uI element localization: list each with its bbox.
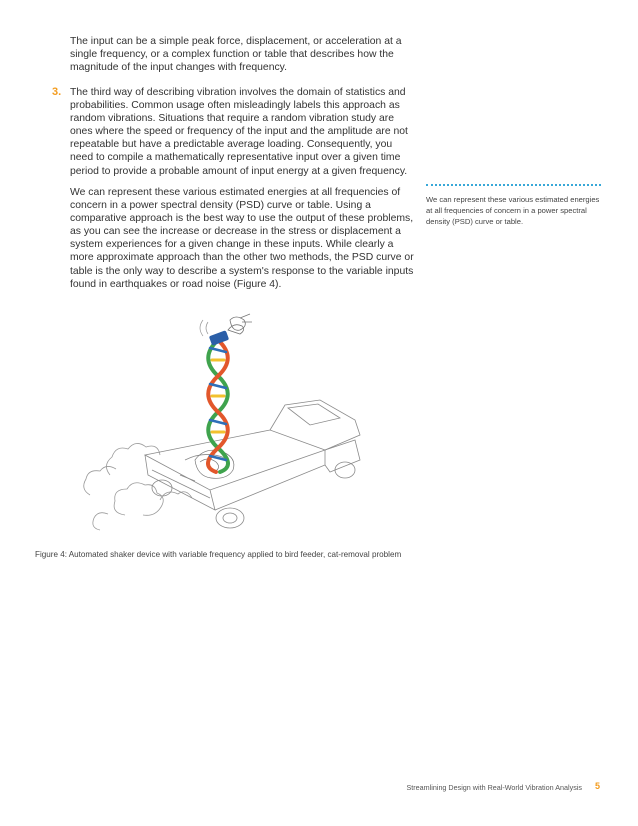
page-number: 5 [595, 781, 601, 791]
truck-shaker-illustration [70, 300, 370, 540]
list-number-3: 3. [52, 86, 62, 98]
dust-cloud-icon [84, 443, 192, 530]
footer-title: Streamlining Design with Real-World Vibration Analysis [406, 783, 582, 792]
paragraph-input-description: The input can be a simple peak force, displacement, or acceleration at a single frequency, or a complex function or table that describes how the magnitude of the input changes with frequency. [70, 36, 402, 74]
figure-4-illustration [70, 300, 370, 540]
paragraph-random-vibration: The third way of describing vibration involves the domain of statistics and probabilities. Common usage often misleadingly labels this approach as random vibrations. Situations that require a random vibration study are ones where the speed or frequency of the input and the amplitude are not repeatable but have a predictable average loading. Consequently, you need to compile a mathematically representative input over a given time period to provide a probable amount of input energy at a given frequency. [70, 87, 408, 177]
sidebar-dotted-rule [426, 184, 601, 186]
sidebar-pull-quote: We can represent these various estimated energies at all frequencies of concern in a power spectral density (PSD) curve or table. [426, 195, 600, 226]
pickup-truck-icon [145, 400, 360, 528]
shaker-device-icon [200, 314, 252, 346]
shaker-spring-icon [208, 340, 228, 472]
paragraph-psd: We can represent these various estimated energies at all frequencies of concern in a power spectral density (PSD) curve or table. Using a comparative approach is the best way to use the output of these problems, as you can see the increase or decrease in the stress or displacement a system experiences for a given change in these inputs. While clearly a more approximate approach than the other two methods, the PSD curve or table is the only way to describe a system's response to the variable inputs found in earthquakes or road noise (Figure 4). [70, 187, 414, 290]
figure-caption: Figure 4: Automated shaker device with variable frequency applied to bird feeder, cat-removal problem [35, 550, 402, 559]
